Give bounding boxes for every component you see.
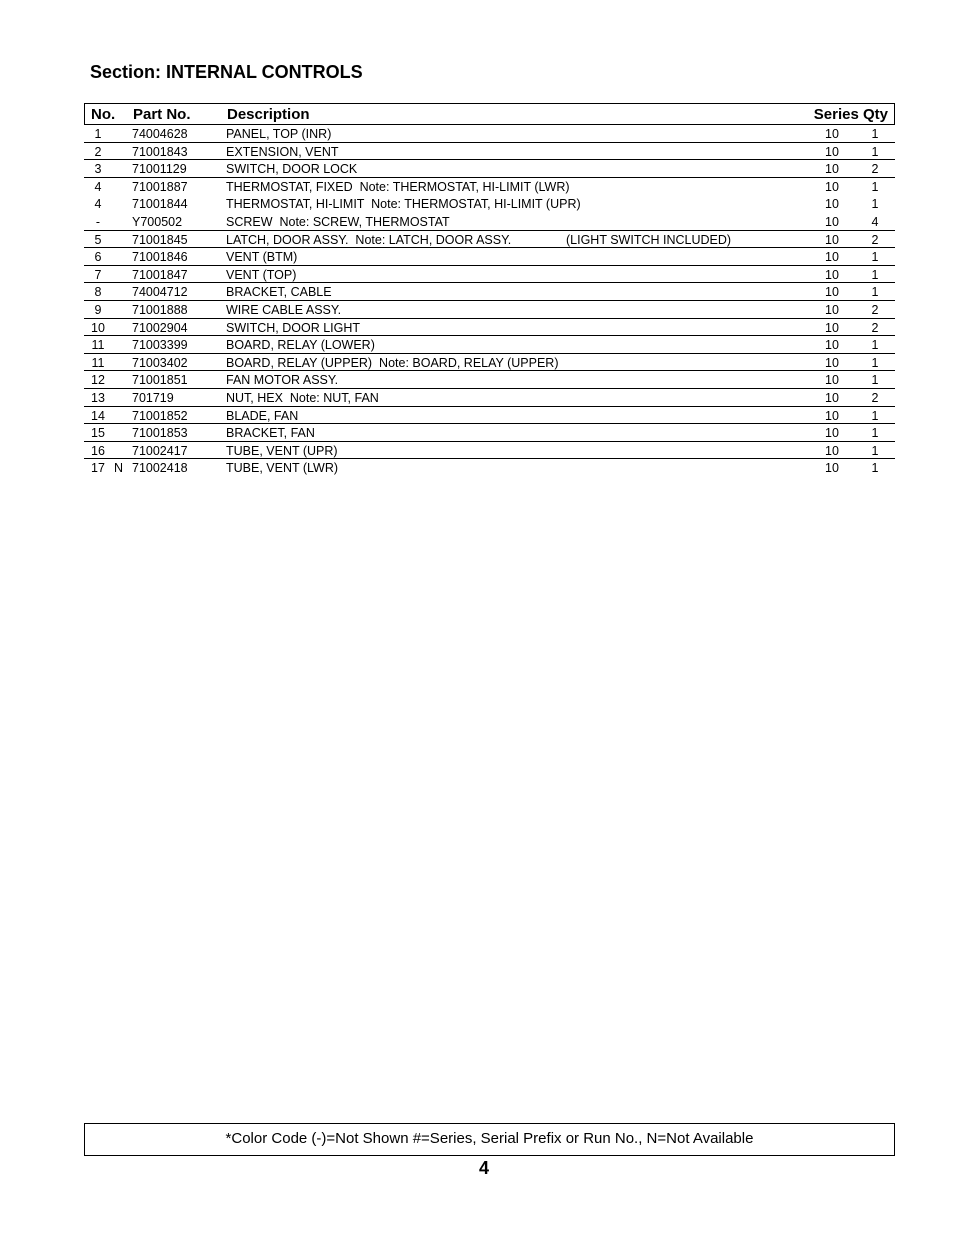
table-body xyxy=(84,125,895,477)
header-description: Description xyxy=(227,106,310,123)
row-series: 10 xyxy=(825,285,839,300)
row-series: 10 xyxy=(825,302,839,317)
row-part-no: Y700502 xyxy=(132,214,183,229)
row-part-no: 71001845 xyxy=(132,232,188,247)
row-qty: 1 xyxy=(871,355,879,370)
row-qty: 2 xyxy=(871,390,879,405)
row-description: WIRE CABLE ASSY. xyxy=(226,302,342,317)
row-part-no: 74004712 xyxy=(132,285,188,300)
row-qty: 4 xyxy=(871,214,879,229)
row-part-no: 71003402 xyxy=(132,355,188,370)
page-number: 4 xyxy=(478,1158,489,1178)
row-no: 2 xyxy=(94,144,102,159)
row-series: 10 xyxy=(825,373,839,388)
row-description: VENT (TOP) xyxy=(226,267,297,282)
row-no: 5 xyxy=(94,232,102,247)
row-qty: 1 xyxy=(871,338,879,353)
row-part-no: 71001852 xyxy=(132,408,188,423)
table-row xyxy=(84,231,895,249)
row-qty: 1 xyxy=(871,267,879,282)
row-part-no: 71003399 xyxy=(132,338,188,353)
row-series: 10 xyxy=(825,461,839,476)
row-qty: 1 xyxy=(871,197,879,212)
row-description: TUBE, VENT (UPR) xyxy=(226,443,338,458)
row-qty: 1 xyxy=(871,373,879,388)
row-no: 3 xyxy=(94,162,102,177)
row-description: BRACKET, FAN xyxy=(226,426,315,441)
row-series: 10 xyxy=(825,408,839,423)
row-part-no: 71002904 xyxy=(132,320,188,335)
row-part-no: 74004628 xyxy=(132,127,188,141)
row-description: BRACKET, CABLE xyxy=(226,285,332,300)
row-series: 10 xyxy=(825,144,839,159)
row-series: 10 xyxy=(825,390,839,405)
table-row xyxy=(84,143,895,161)
table-row xyxy=(84,442,895,460)
row-description: TUBE, VENT (LWR) xyxy=(226,461,339,476)
row-description: BOARD, RELAY (UPPER) Note: BOARD, RELAY (UPPER) xyxy=(226,355,559,370)
header-part-no: Part No. xyxy=(133,106,191,123)
row-description: SWITCH, DOOR LIGHT xyxy=(226,320,361,335)
row-qty: 1 xyxy=(871,127,879,141)
header-no: No. xyxy=(91,106,116,123)
row-no: 10 xyxy=(91,320,105,335)
row-no: 4 xyxy=(94,179,102,194)
row-series: 10 xyxy=(825,232,839,247)
legend-text: *Color Code (-)=Not Shown #=Series, Serial Prefix or Run No., N=Not Available xyxy=(225,1130,754,1147)
row-qty: 1 xyxy=(871,179,879,194)
table-row xyxy=(84,160,895,178)
row-description: PANEL, TOP (INR) xyxy=(226,127,332,141)
row-description: LATCH, DOOR ASSY. Note: LATCH, DOOR ASSY. xyxy=(226,232,512,247)
row-no: 13 xyxy=(91,390,105,405)
row-qty: 1 xyxy=(871,408,879,423)
parts-table xyxy=(84,103,895,477)
row-part-no: 71001847 xyxy=(132,267,188,282)
row-part-no: 71001888 xyxy=(132,302,188,317)
row-description: BOARD, RELAY (LOWER) xyxy=(226,338,375,353)
row-description: THERMOSTAT, HI-LIMIT Note: THERMOSTAT, HI-LIMIT (UPR) xyxy=(226,197,581,212)
row-description: NUT, HEX Note: NUT, FAN xyxy=(226,390,379,405)
table-row xyxy=(84,213,895,231)
row-note: (LIGHT SWITCH INCLUDED) xyxy=(566,232,732,247)
row-qty: 1 xyxy=(871,426,879,441)
table-row xyxy=(84,319,895,337)
row-qty: 1 xyxy=(871,250,879,265)
row-qty: 2 xyxy=(871,232,879,247)
row-series: 10 xyxy=(825,267,839,282)
row-no: 1 xyxy=(94,127,102,141)
table-row xyxy=(84,389,895,407)
row-part-no: 71001887 xyxy=(132,179,188,194)
row-description: THERMOSTAT, FIXED Note: THERMOSTAT, HI-LIMIT (LWR) xyxy=(226,179,570,194)
header-series-qty: Series Qty xyxy=(813,106,888,123)
table-row xyxy=(84,301,895,319)
row-no: 17 xyxy=(91,461,105,476)
row-no: 14 xyxy=(91,408,105,423)
row-series: 10 xyxy=(825,127,839,141)
row-part-no: 71001129 xyxy=(132,162,187,177)
row-no: - xyxy=(95,214,101,229)
table-row xyxy=(84,178,895,196)
row-no: 15 xyxy=(91,426,105,441)
row-series: 10 xyxy=(825,426,839,441)
row-part-no: 71002418 xyxy=(132,461,188,476)
row-no: 11 xyxy=(91,355,105,370)
row-description: BLADE, FAN xyxy=(226,408,299,423)
row-no: 16 xyxy=(91,443,105,458)
row-part-no: 701719 xyxy=(132,390,174,405)
row-no: 7 xyxy=(94,267,102,282)
row-part-no: 71001844 xyxy=(132,197,188,212)
row-series: 10 xyxy=(825,320,839,335)
row-part-no: 71001843 xyxy=(132,144,188,159)
table-row xyxy=(84,354,895,372)
table-header xyxy=(84,103,895,125)
row-series: 10 xyxy=(825,162,839,177)
row-series: 10 xyxy=(825,250,839,265)
table-row xyxy=(84,336,895,354)
table-row xyxy=(84,407,895,425)
row-description: SCREW Note: SCREW, THERMOSTAT xyxy=(226,214,450,229)
row-series: 10 xyxy=(825,443,839,458)
table-row xyxy=(84,283,895,301)
row-part-no: 71001851 xyxy=(132,373,188,388)
row-no: 11 xyxy=(91,338,105,353)
legend-box xyxy=(84,1123,895,1156)
table-row xyxy=(84,459,895,477)
row-no: 8 xyxy=(94,285,102,300)
row-qty: 2 xyxy=(871,162,879,177)
row-qty: 1 xyxy=(871,285,879,300)
table-row xyxy=(84,248,895,266)
row-no: 4 xyxy=(94,197,102,212)
table-row xyxy=(84,266,895,284)
table-row xyxy=(84,125,895,143)
row-series: 10 xyxy=(825,355,839,370)
row-series: 10 xyxy=(825,197,839,212)
row-no: 9 xyxy=(94,302,102,317)
row-series: 10 xyxy=(825,214,839,229)
table-row xyxy=(84,195,895,213)
section-title: Section: INTERNAL CONTROLS xyxy=(90,62,363,82)
row-series: 10 xyxy=(825,338,839,353)
row-part-no: 71002417 xyxy=(132,443,188,458)
row-description: FAN MOTOR ASSY. xyxy=(226,373,339,388)
table-row xyxy=(84,371,895,389)
row-qty: 1 xyxy=(871,443,879,458)
row-series: 10 xyxy=(825,179,839,194)
table-row xyxy=(84,424,895,442)
row-description: SWITCH, DOOR LOCK xyxy=(226,162,358,177)
row-description: EXTENSION, VENT xyxy=(226,144,339,159)
row-flag: N xyxy=(114,461,124,476)
row-qty: 2 xyxy=(871,302,879,317)
row-no: 6 xyxy=(94,250,102,265)
row-no: 12 xyxy=(91,373,105,388)
row-qty: 1 xyxy=(871,461,879,476)
row-part-no: 71001846 xyxy=(132,250,188,265)
row-description: VENT (BTM) xyxy=(226,250,298,265)
row-part-no: 71001853 xyxy=(132,426,188,441)
row-qty: 1 xyxy=(871,144,879,159)
row-qty: 2 xyxy=(871,320,879,335)
